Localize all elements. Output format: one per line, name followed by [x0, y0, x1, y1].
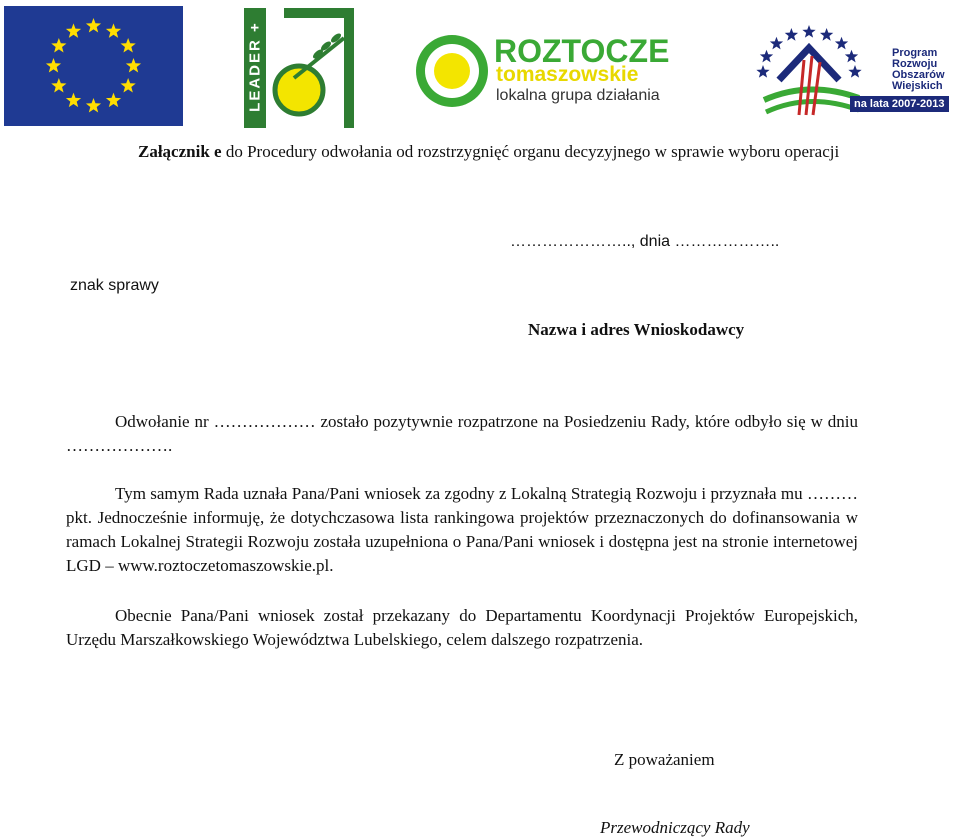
- attachment-header: [138, 140, 839, 164]
- attachment-description: do Procedury odwołania od rozstrzygnięć organu decyzyjnego w sprawie wyboru operacji: [221, 142, 840, 161]
- prow-star-icon: [848, 65, 861, 78]
- place-date-line: ………………….., dnia ………………..: [510, 233, 780, 250]
- prow-years: na lata 2007-2013: [850, 96, 949, 112]
- eu-stars-icon: [4, 6, 183, 126]
- prow-star-icon: [760, 50, 773, 63]
- prow-line-3: Obszarów: [892, 69, 945, 81]
- prow-star-icon: [845, 50, 858, 63]
- paragraph-strategy-ranking: Tym samym Rada uznała Pana/Pani wniosek za zgodny z Lokalną Strategią Rozwoju i przyznała mu ……… pkt. Jednocześnie informuję, że dotychczasowa lista rankingowa projektów przeznaczonych do dofinansowania w ramach Lokalnej Strategii Rozwoju została uzupełniona o Pana/Pani wniosek i dostępna jest na stronie internetowej LGD – www.roztoczetomaszowskie.pl.: [66, 484, 858, 575]
- paragraph-forwarded: Obecnie Pana/Pani wniosek został przekazany do Departamentu Koordynacji Projektów Europejskich, Urzędu Marszałkowskiego Województwa Lubelskiego, celem dalszego rozpatrzenia.: [66, 606, 858, 649]
- paragraph-appeal-result: Odwołanie nr ……………… zostało pozytywnie rozpatrzone na Posiedzeniu Rady, które odbyło się w dniu ……………….: [66, 412, 858, 455]
- prow-line-2: Rozwoju: [892, 58, 938, 70]
- prow-star-icon: [770, 37, 783, 50]
- roztocze-tagline: lokalna grupa działania: [496, 87, 660, 104]
- roztocze-subtitle: tomaszowskie: [496, 63, 639, 86]
- recipient-name-address: Nazwa i adres Wnioskodawcy: [528, 320, 745, 339]
- prow-emblem-icon: [754, 20, 864, 120]
- prow-star-icon: [835, 37, 848, 50]
- prow-line-4: Wiejskich: [892, 80, 943, 92]
- prow-line-1: Program: [892, 47, 938, 59]
- roztocze-title: ROZTOCZE: [494, 33, 670, 69]
- leader-logo-text: LEADER +: [246, 21, 264, 112]
- prow-star-icon: [756, 65, 769, 78]
- sun-icon: [414, 33, 490, 109]
- prow-star-icon: [785, 28, 798, 41]
- closing-regards: Z poważaniem: [614, 750, 715, 769]
- signature-role: Przewodniczący Rady: [600, 818, 750, 837]
- eu-flag-logo: [4, 6, 183, 126]
- case-number-label: znak sprawy: [70, 277, 159, 294]
- prow-logo: [754, 20, 954, 120]
- prow-star-icon: [802, 25, 815, 38]
- attachment-label: Załącznik e: [138, 142, 222, 161]
- leader-logo: [244, 8, 366, 128]
- prow-text: [892, 48, 945, 92]
- prow-star-icon: [820, 28, 833, 41]
- roztocze-lgd-logo: [414, 33, 694, 113]
